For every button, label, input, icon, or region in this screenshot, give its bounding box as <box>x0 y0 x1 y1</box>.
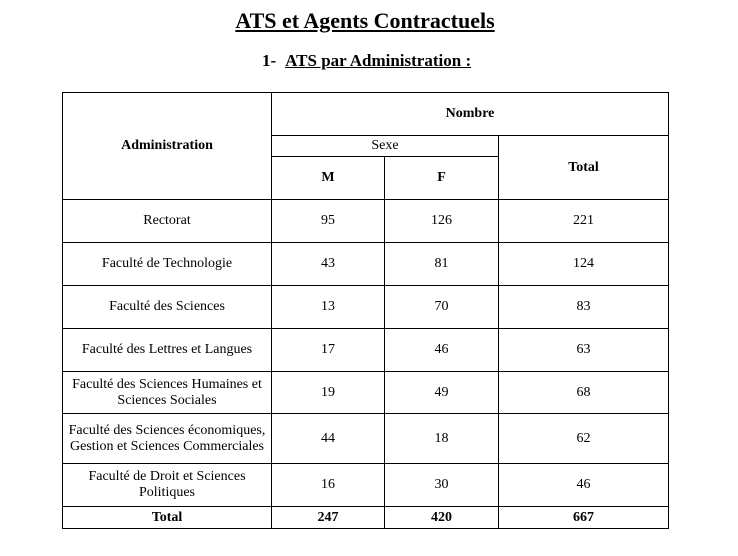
cell-m: 19 <box>272 372 385 414</box>
cell-f: 30 <box>385 464 499 507</box>
total-total: 667 <box>499 507 669 529</box>
cell-m: 17 <box>272 329 385 372</box>
table-row <box>63 414 669 464</box>
document-title: ATS et Agents Contractuels <box>235 8 495 33</box>
table-row <box>63 329 669 372</box>
cell-f: 18 <box>385 414 499 464</box>
table-row <box>63 286 669 329</box>
cell-f: 81 <box>385 243 499 286</box>
ats-table <box>62 92 669 529</box>
cell-administration: Faculté des Lettres et Langues <box>63 329 272 372</box>
table-row <box>63 200 669 243</box>
section-title: ATS par Administration : <box>285 51 472 70</box>
header-f: F <box>385 157 499 200</box>
header-row-nombre <box>63 93 669 136</box>
table-row <box>63 243 669 286</box>
header-administration: Administration <box>63 93 272 200</box>
table-row <box>63 372 669 414</box>
header-sexe: Sexe <box>272 136 499 157</box>
cell-m: 95 <box>272 200 385 243</box>
total-m: 247 <box>272 507 385 529</box>
header-total: Total <box>499 136 669 200</box>
cell-f: 70 <box>385 286 499 329</box>
cell-f: 46 <box>385 329 499 372</box>
cell-administration: Faculté des Sciences <box>63 286 272 329</box>
cell-total: 63 <box>499 329 669 372</box>
cell-administration: Faculté de Droit et Sciences Politiques <box>63 464 272 507</box>
cell-administration: Faculté de Technologie <box>63 243 272 286</box>
cell-m: 44 <box>272 414 385 464</box>
header-m: M <box>272 157 385 200</box>
cell-total: 124 <box>499 243 669 286</box>
cell-f: 126 <box>385 200 499 243</box>
cell-m: 43 <box>272 243 385 286</box>
header-nombre: Nombre <box>272 93 669 136</box>
section-heading <box>262 49 471 73</box>
cell-m: 16 <box>272 464 385 507</box>
total-label: Total <box>63 507 272 529</box>
cell-f: 49 <box>385 372 499 414</box>
total-row <box>63 507 669 529</box>
cell-m: 13 <box>272 286 385 329</box>
cell-administration: Faculté des Sciences économiques, Gestion et Sciences Commerciales <box>63 414 272 464</box>
cell-administration: Faculté des Sciences Humaines et Sciences Sociales <box>63 372 272 414</box>
total-f: 420 <box>385 507 499 529</box>
cell-total: 46 <box>499 464 669 507</box>
section-number: 1- <box>262 51 277 70</box>
table-row <box>63 464 669 507</box>
cell-administration: Rectorat <box>63 200 272 243</box>
cell-total: 83 <box>499 286 669 329</box>
cell-total: 221 <box>499 200 669 243</box>
cell-total: 68 <box>499 372 669 414</box>
cell-total: 62 <box>499 414 669 464</box>
